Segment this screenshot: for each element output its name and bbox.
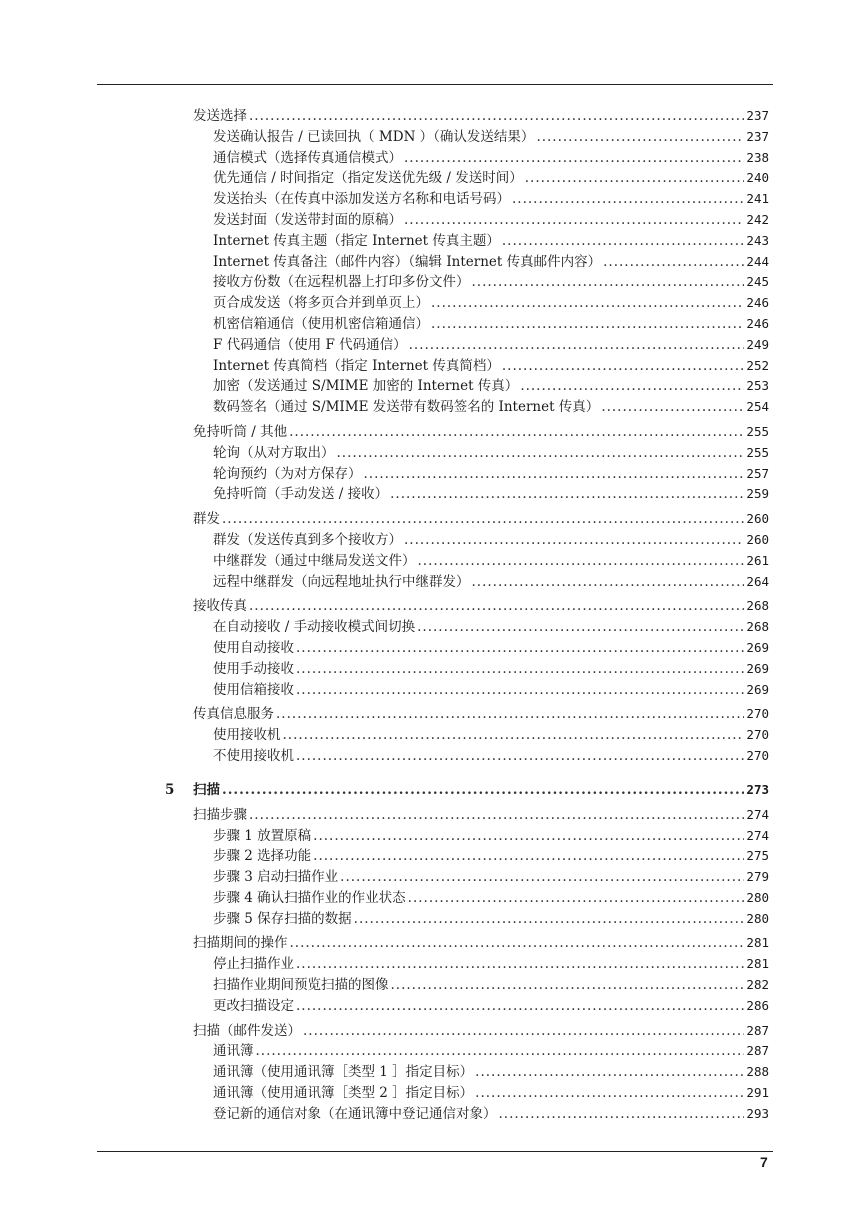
toc-entry-page: 281 <box>746 935 769 951</box>
toc-entry-page: 255 <box>746 444 769 460</box>
toc-subsection-entry[interactable] <box>0 680 868 701</box>
toc-subsection-entry[interactable] <box>0 1104 868 1125</box>
toc-section-entry[interactable] <box>0 509 868 530</box>
dot-leader <box>499 1104 745 1125</box>
dot-leader <box>404 210 744 231</box>
dot-leader <box>296 954 744 975</box>
toc-entry-page: 293 <box>746 1105 769 1121</box>
toc-entry-page: 238 <box>746 149 769 165</box>
toc-subsection-entry[interactable] <box>0 725 868 746</box>
toc-entry-page: 274 <box>746 806 769 822</box>
toc-entry-page: 257 <box>746 465 769 481</box>
toc-entry-page: 260 <box>746 511 769 527</box>
toc-subsection-entry[interactable] <box>0 464 868 485</box>
toc-subsection-entry[interactable] <box>0 168 868 189</box>
toc-entry-title: 使用接收机 <box>213 727 281 744</box>
toc-subsection-entry[interactable] <box>0 1083 868 1104</box>
chapter-number: 5 <box>165 781 175 798</box>
toc-entry-title: 优先通信 / 时间指定（指定发送优先级 / 发送时间） <box>213 170 523 187</box>
toc-entry-page: 264 <box>746 573 769 589</box>
toc-section-entry[interactable] <box>0 596 868 617</box>
dot-leader <box>601 397 744 418</box>
toc-entry-title: 免持听筒（手动发送 / 接收） <box>213 486 389 503</box>
toc-entry-page: 269 <box>746 660 769 676</box>
toc-entry-title: Internet 传真简档（指定 Internet 传真简档） <box>213 357 500 374</box>
toc-subsection-entry[interactable] <box>0 484 868 505</box>
toc-entry-page: 243 <box>746 232 769 248</box>
toc-entry-title: Internet 传真备注（邮件内容）（编辑 Internet 传真邮件内容） <box>213 253 602 270</box>
toc-subsection-entry[interactable] <box>0 1062 868 1083</box>
toc-entry-page: 282 <box>746 977 769 993</box>
toc-entry-title: 步骤 2 选择功能 <box>213 848 312 865</box>
toc-entry-title: 步骤 4 确认扫描作业的作业状态 <box>213 889 406 906</box>
toc-section-entry[interactable] <box>0 106 868 127</box>
dot-leader <box>431 293 744 314</box>
toc-subsection-entry[interactable] <box>0 148 868 169</box>
toc-entry-title: 发送封面（发送带封面的原稿） <box>213 211 402 228</box>
toc-entry-title: 传真信息服务 <box>193 706 274 723</box>
dot-leader <box>409 335 745 356</box>
toc-entry-title: 扫描期间的操作 <box>193 935 288 952</box>
toc-entry-title: 群发 <box>193 511 220 528</box>
dot-leader <box>390 484 744 505</box>
toc-subsection-entry[interactable] <box>0 443 868 464</box>
toc-entry-title: 在自动接收 / 手动接收模式间切换 <box>213 619 416 636</box>
dot-leader <box>313 826 744 847</box>
toc-subsection-entry[interactable] <box>0 210 868 231</box>
toc-entry-title: 加密（发送通过 S/MIME 加密的 Internet 传真） <box>213 378 519 395</box>
dot-leader <box>222 779 744 801</box>
toc-subsection-entry[interactable] <box>0 846 868 867</box>
toc-entry-page: 253 <box>746 378 769 394</box>
toc-subsection-entry[interactable] <box>0 231 868 252</box>
toc-entry-title: 登记新的通信对象（在通讯簿中登记通信对象） <box>213 1105 497 1122</box>
toc-entry-title: 免持听筒 / 其他 <box>193 423 288 440</box>
toc-entry-page: 291 <box>746 1085 769 1101</box>
toc-entry-page: 286 <box>746 997 769 1013</box>
toc-subsection-entry[interactable] <box>0 293 868 314</box>
dot-leader <box>296 746 744 767</box>
toc-subsection-entry[interactable] <box>0 551 868 572</box>
toc-entry-title: F 代码通信（使用 F 代码通信） <box>213 336 407 353</box>
toc-entry-title: 扫描作业期间预览扫描的图像 <box>213 977 389 994</box>
dot-leader <box>296 680 744 701</box>
toc-subsection-entry[interactable] <box>0 638 868 659</box>
dot-leader <box>222 509 744 530</box>
dot-leader <box>391 975 745 996</box>
toc-entry-page: 246 <box>746 295 769 311</box>
toc-entry-page: 268 <box>746 598 769 614</box>
toc-entry-title: 更改扫描设定 <box>213 997 294 1014</box>
toc-section-entry[interactable] <box>0 933 868 954</box>
toc-subsection-entry[interactable] <box>0 314 868 335</box>
toc-subsection-entry[interactable] <box>0 746 868 767</box>
toc-entry-title: 轮询预约（为对方保存） <box>213 465 362 482</box>
footer-rule <box>97 1151 773 1152</box>
toc-chapter-entry[interactable] <box>0 779 868 801</box>
toc-entry-page: 246 <box>746 315 769 331</box>
toc-entry-page: 254 <box>746 399 769 415</box>
toc-entry-page: 245 <box>746 274 769 290</box>
toc-entry-title: 通讯簿（使用通讯簿［类型 2 ］指定目标） <box>213 1085 474 1102</box>
dot-leader <box>276 704 744 725</box>
toc-entry-page: 279 <box>746 869 769 885</box>
toc-entry-page: 260 <box>746 531 769 547</box>
dot-leader <box>296 659 744 680</box>
dot-leader <box>313 846 744 867</box>
toc-entry-title: 轮询（从对方取出） <box>213 444 335 461</box>
toc-entry-page: 275 <box>746 848 769 864</box>
dot-leader <box>475 1062 744 1083</box>
toc-entry-title: 接收传真 <box>193 598 247 615</box>
toc-entry-title: 数码签名（通过 S/MIME 发送带有数码签名的 Internet 传真） <box>213 399 600 416</box>
dot-leader <box>472 572 745 593</box>
dot-leader <box>404 148 744 169</box>
toc-entry-title: 通讯簿 <box>213 1043 254 1060</box>
toc-subsection-entry[interactable] <box>0 954 868 975</box>
page-number: 7 <box>760 1154 768 1170</box>
toc-subsection-entry[interactable] <box>0 617 868 638</box>
toc-entry-title: 远程中继群发（向远程地址执行中继群发） <box>213 573 470 590</box>
toc-entry-page: 244 <box>746 253 769 269</box>
toc-entry-title: 步骤 1 放置原稿 <box>213 827 312 844</box>
toc-entry-page: 287 <box>746 1022 769 1038</box>
toc-subsection-entry[interactable] <box>0 335 868 356</box>
dot-leader <box>472 272 745 293</box>
toc-entry-page: 268 <box>746 619 769 635</box>
dot-leader <box>340 867 744 888</box>
dot-leader <box>502 356 745 377</box>
toc-subsection-entry[interactable] <box>0 397 868 418</box>
toc-entry-page: 288 <box>746 1064 769 1080</box>
toc-entry-title: 通讯簿（使用通讯簿［类型 1 ］指定目标） <box>213 1064 474 1081</box>
toc-subsection-entry[interactable] <box>0 572 868 593</box>
dot-leader <box>249 805 744 826</box>
toc-entry-page: 270 <box>746 706 769 722</box>
toc-entry-title: 页合成发送（将多页合并到单页上） <box>213 295 429 312</box>
dot-leader <box>475 1083 744 1104</box>
toc-entry-title: 通信模式（选择传真通信模式） <box>213 149 402 166</box>
toc-entry-title: 扫描（邮件发送） <box>193 1022 301 1039</box>
toc-entry-page: 242 <box>746 211 769 227</box>
toc-entry-page: 269 <box>746 681 769 697</box>
toc-section-entry[interactable] <box>0 1021 868 1042</box>
toc-subsection-entry[interactable] <box>0 272 868 293</box>
toc-entry-title: 步骤 5 保存扫描的数据 <box>213 910 352 927</box>
toc-entry-page: 270 <box>746 747 769 763</box>
dot-leader <box>431 314 744 335</box>
table-of-contents <box>0 106 868 1125</box>
toc-entry-title: 停止扫描作业 <box>213 956 294 973</box>
dot-leader <box>303 1021 744 1042</box>
dot-leader <box>354 909 745 930</box>
toc-entry-page: 237 <box>746 128 769 144</box>
toc-entry-page: 249 <box>746 336 769 352</box>
toc-subsection-entry[interactable] <box>0 127 868 148</box>
toc-entry-page: 241 <box>746 191 769 207</box>
dot-leader <box>525 168 745 189</box>
dot-leader <box>536 127 744 148</box>
toc-subsection-entry[interactable] <box>0 252 868 273</box>
dot-leader <box>408 888 745 909</box>
toc-entry-title: 扫描 <box>193 781 220 798</box>
toc-entry-page: 274 <box>746 827 769 843</box>
dot-leader <box>512 189 744 210</box>
dot-leader <box>404 530 744 551</box>
toc-entry-page: 270 <box>746 727 769 743</box>
toc-entry-title: 使用自动接收 <box>213 639 294 656</box>
toc-entry-title: 中继群发（通过中继局发送文件） <box>213 552 416 569</box>
toc-entry-title: 发送选择 <box>193 108 247 124</box>
toc-entry-page: 269 <box>746 639 769 655</box>
dot-leader <box>249 106 744 127</box>
toc-entry-title: 发送确认报告 / 已读回执（ MDN ）（确认发送结果） <box>213 128 535 145</box>
toc-entry-title: 使用手动接收 <box>213 660 294 677</box>
toc-subsection-entry[interactable] <box>0 975 868 996</box>
toc-entry-page: 240 <box>746 170 769 186</box>
dot-leader <box>502 231 745 252</box>
dot-leader <box>256 1041 745 1062</box>
toc-entry-title: 接收方份数（在远程机器上打印多份文件） <box>213 274 470 291</box>
dot-leader <box>417 617 744 638</box>
dot-leader <box>603 252 744 273</box>
toc-entry-page: 259 <box>746 486 769 502</box>
toc-subsection-entry[interactable] <box>0 1041 868 1062</box>
toc-entry-page: 281 <box>746 956 769 972</box>
toc-section-entry[interactable] <box>0 422 868 443</box>
toc-subsection-entry[interactable] <box>0 996 868 1017</box>
toc-entry-page: 261 <box>746 552 769 568</box>
toc-subsection-entry[interactable] <box>0 189 868 210</box>
dot-leader <box>249 596 744 617</box>
toc-entry-page: 280 <box>746 889 769 905</box>
header-rule <box>97 84 773 85</box>
toc-subsection-entry[interactable] <box>0 356 868 377</box>
toc-subsection-entry[interactable] <box>0 530 868 551</box>
toc-subsection-entry[interactable] <box>0 888 868 909</box>
toc-entry-title: 群发（发送传真到多个接收方） <box>213 531 402 548</box>
toc-subsection-entry[interactable] <box>0 867 868 888</box>
toc-subsection-entry[interactable] <box>0 909 868 930</box>
toc-subsection-entry[interactable] <box>0 659 868 680</box>
toc-subsection-entry[interactable] <box>0 826 868 847</box>
dot-leader <box>296 638 744 659</box>
toc-entry-title: 机密信箱通信（使用机密信箱通信） <box>213 315 429 332</box>
toc-entry-page: 237 <box>746 108 769 123</box>
toc-entry-page: 252 <box>746 357 769 373</box>
dot-leader <box>290 933 745 954</box>
toc-entry-page: 280 <box>746 910 769 926</box>
dot-leader <box>337 443 745 464</box>
toc-entry-page: 255 <box>746 423 769 439</box>
dot-leader <box>520 376 744 397</box>
dot-leader <box>296 996 744 1017</box>
dot-leader <box>364 464 745 485</box>
toc-section-entry[interactable] <box>0 805 868 826</box>
toc-entry-title: 发送抬头（在传真中添加发送方名称和电话号码） <box>213 191 510 208</box>
toc-entry-page: 287 <box>746 1043 769 1059</box>
toc-entry-title: Internet 传真主题（指定 Internet 传真主题） <box>213 232 500 249</box>
toc-entry-title: 扫描步骤 <box>193 806 247 823</box>
toc-section-entry[interactable] <box>0 704 868 725</box>
toc-entry-title: 不使用接收机 <box>213 747 294 764</box>
toc-entry-title: 步骤 3 启动扫描作业 <box>213 869 339 886</box>
dot-leader <box>418 551 745 572</box>
toc-entry-title: 使用信箱接收 <box>213 681 294 698</box>
toc-entry-page: 273 <box>746 781 769 797</box>
dot-leader <box>289 422 744 443</box>
toc-subsection-entry[interactable] <box>0 376 868 397</box>
dot-leader <box>283 725 745 746</box>
